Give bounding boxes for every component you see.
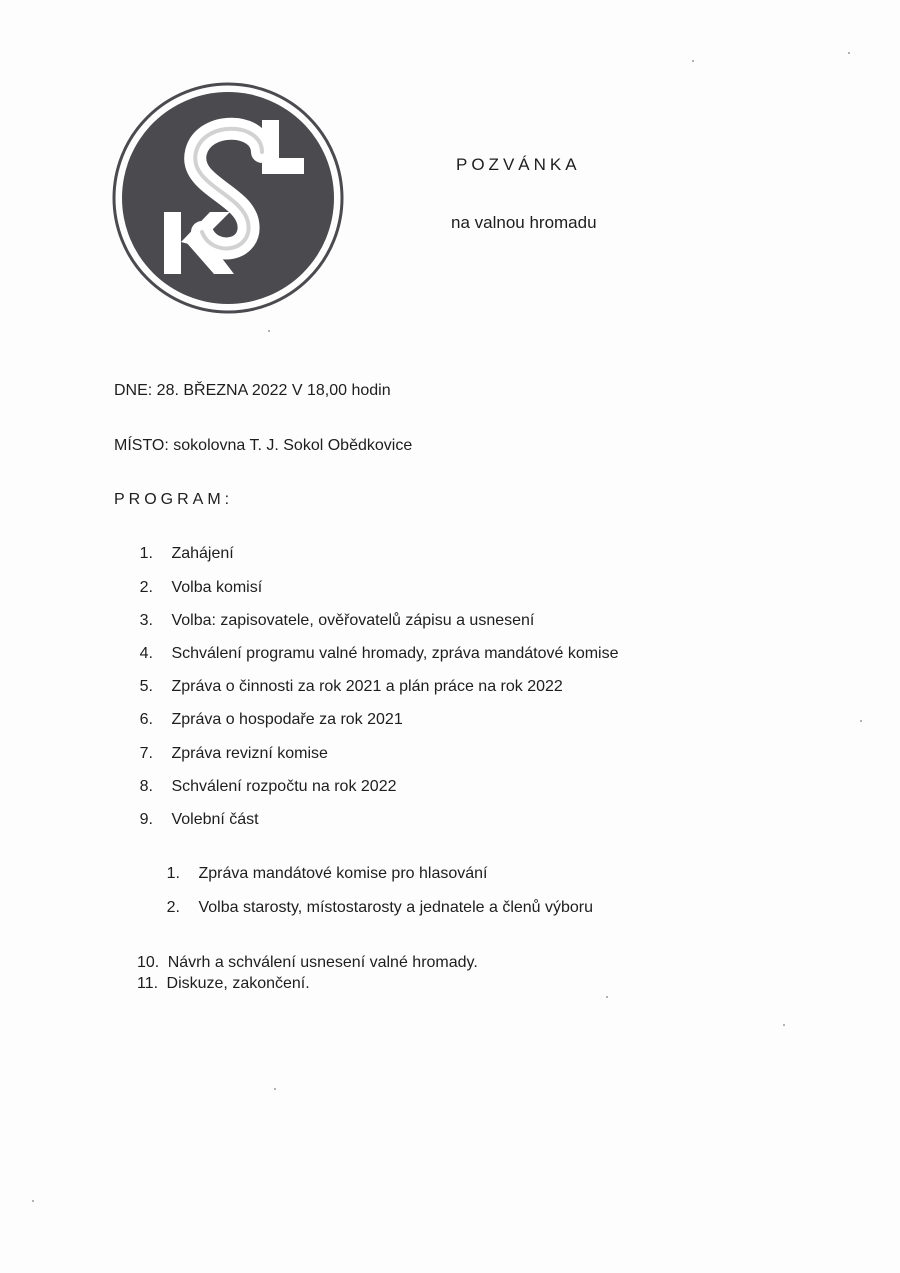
program-item — [126, 778, 396, 796]
program-item-text: Schválení rozpočtu na rok 2022 — [171, 778, 397, 795]
program-item — [126, 811, 259, 829]
program-subitem-number: 2. — [166, 899, 180, 916]
program-item-number: 10. — [137, 954, 160, 971]
program-item — [137, 954, 478, 972]
sokol-logo-graphic — [112, 82, 344, 314]
program-item-text: Diskuze, zakončení. — [166, 975, 310, 992]
program-item-number: 11. — [137, 975, 159, 992]
place-line: MÍSTO: sokolovna T. J. Sokol Obědkovice — [114, 437, 413, 454]
program-item — [126, 678, 563, 696]
scan-speck — [268, 330, 270, 332]
program-item-number: 5. — [139, 678, 153, 695]
sokol-logo — [112, 82, 344, 314]
program-item — [126, 579, 262, 597]
scan-speck — [32, 1200, 34, 1202]
program-item-number: 7. — [139, 745, 153, 762]
program-item — [126, 545, 234, 563]
program-item — [126, 745, 328, 763]
invitation-title: POZVÁNKA — [456, 155, 581, 174]
program-item-number: 1. — [139, 545, 153, 562]
program-item — [126, 612, 534, 630]
program-item-text: Zpráva o hospodaře za rok 2021 — [171, 711, 403, 728]
scan-speck — [274, 1088, 276, 1090]
program-item-number: 3. — [139, 612, 153, 629]
program-item-text: Volba: zapisovatele, ověřovatelů zápisu a usnesení — [171, 612, 535, 629]
program-item-text: Zpráva revizní komise — [171, 745, 328, 762]
scan-speck — [860, 720, 862, 722]
program-item-text: Volební část — [171, 811, 259, 828]
program-subitem — [153, 865, 488, 883]
program-item-text: Zahájení — [171, 545, 234, 562]
date-line: DNE: 28. BŘEZNA 2022 V 18,00 hodin — [114, 382, 391, 399]
program-item-number: 8. — [139, 778, 153, 795]
program-item — [126, 645, 619, 663]
program-item-text: Schválení programu valné hromady, zpráva mandátové komise — [171, 645, 619, 662]
program-heading: PROGRAM: — [114, 491, 234, 508]
program-item-number: 4. — [139, 645, 153, 662]
program-subitem-text: Volba starosty, místostarosty a jednatele a členů výboru — [198, 899, 594, 916]
scan-speck — [692, 60, 694, 62]
program-item-number: 2. — [139, 579, 153, 596]
scan-speck — [848, 52, 850, 54]
program-subitem-number: 1. — [166, 865, 180, 882]
program-item-text: Volba komisí — [171, 579, 263, 596]
program-item — [137, 975, 310, 993]
program-item-number: 6. — [139, 711, 153, 728]
program-item-number: 9. — [139, 811, 153, 828]
program-item-text: Návrh a schválení usnesení valné hromady. — [167, 954, 478, 971]
program-subitem-text: Zpráva mandátové komise pro hlasování — [198, 865, 488, 882]
invitation-subtitle: na valnou hromadu — [451, 213, 597, 232]
program-item-text: Zpráva o činnosti za rok 2021 a plán práce na rok 2022 — [171, 678, 563, 695]
scan-speck — [606, 996, 608, 998]
program-item — [126, 711, 403, 729]
scan-speck — [783, 1024, 785, 1026]
program-subitem — [153, 899, 593, 917]
